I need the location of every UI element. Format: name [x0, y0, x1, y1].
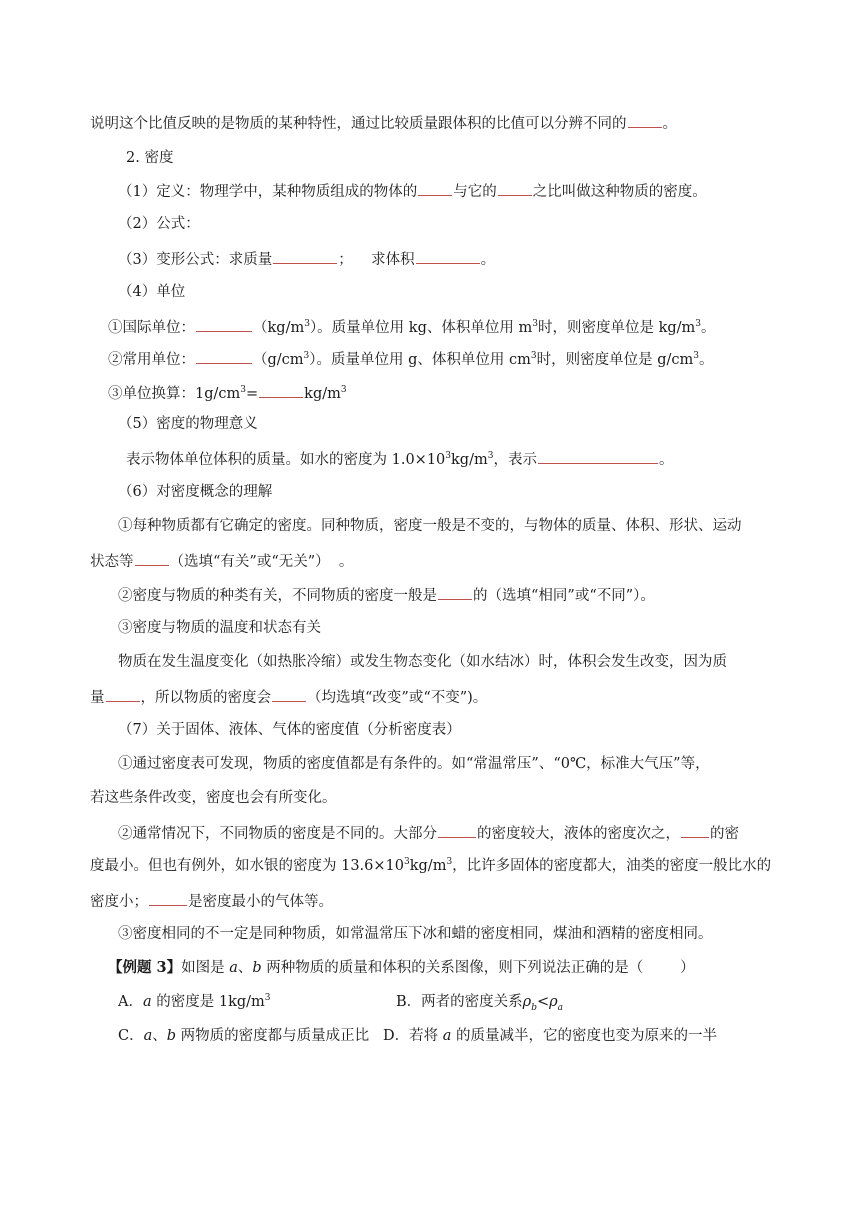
superscript: 3: [340, 385, 347, 396]
paragraph-line: [90, 854, 780, 878]
text-span: kg/m: [409, 858, 447, 874]
text-span: 的密度较大，液体的密度次之，: [477, 826, 680, 842]
text-span: （选填“有关”或“无关”） 。: [169, 554, 354, 570]
text-span: 两种物质的质量和体积的关系图像，则下列说法正确的是（ ）: [261, 960, 695, 976]
superscript: 3: [240, 385, 246, 396]
rho-symbol: ρ: [549, 994, 558, 1010]
physical-meaning-heading: （5）密度的物理意义: [118, 416, 258, 432]
answer-blank[interactable]: [135, 548, 169, 566]
text-span: 。: [658, 452, 674, 468]
text-span: kg/m: [304, 386, 341, 402]
text-span: ，表示: [493, 452, 537, 468]
option-b[interactable]: [396, 990, 563, 1014]
answer-blank[interactable]: [416, 246, 480, 264]
superscript: 3: [404, 857, 410, 868]
text-span: （kg/m: [253, 320, 305, 336]
option-a[interactable]: [118, 990, 271, 1014]
variable-a: a: [143, 1028, 153, 1044]
answer-blank[interactable]: [196, 346, 252, 364]
answer-blank[interactable]: [438, 582, 472, 600]
formula-line: （2）公式：: [118, 216, 200, 232]
text-span: =: [246, 386, 259, 402]
concept-heading: （6）对密度概念的理解: [118, 484, 273, 500]
text-span: 是密度最小的气体等。: [188, 894, 333, 910]
text-span: ； 求体积: [338, 252, 415, 268]
paragraph-line: [90, 888, 780, 912]
text-span: 两物质的密度都与质量成正比 D．若将: [176, 1028, 443, 1044]
paragraph-line: [90, 110, 780, 134]
example-question: [108, 956, 780, 980]
text-span: 的密: [710, 826, 739, 842]
text-span: ）。质量单位用 kg、体积单位用 m: [309, 320, 533, 336]
text-span: <: [536, 994, 550, 1010]
superscript: 3: [695, 319, 702, 330]
text-span: 的（选填“相同”或“不同”）。: [473, 588, 655, 604]
text-span: ）。质量单位用 g、体积单位用 cm: [309, 352, 531, 368]
superscript: 3: [487, 451, 494, 462]
text-span: B．两者的密度关系: [396, 994, 523, 1010]
variable-a: a: [229, 960, 238, 976]
superscript: 3: [303, 351, 310, 362]
unit-conversion-line: [108, 380, 780, 404]
subscript: a: [557, 1002, 564, 1013]
answer-blank[interactable]: [272, 684, 306, 702]
physical-meaning-line: [126, 446, 780, 470]
superscript: 3: [693, 351, 700, 362]
paragraph-line: 若这些条件改变，密度也会有所变化。: [90, 790, 337, 806]
option-label: C．: [118, 1028, 144, 1044]
paragraph-line: [90, 684, 780, 708]
answer-blank[interactable]: [273, 246, 337, 264]
superscript: 3: [530, 351, 537, 362]
text-span: ，比许多固体的密度都大，油类的密度一般比水的: [452, 858, 772, 874]
answer-blank[interactable]: [196, 314, 252, 332]
answer-blank[interactable]: [681, 820, 709, 838]
text-span: （3）变形公式：求质量: [118, 252, 273, 268]
answer-blank[interactable]: [259, 380, 303, 398]
text-span: 说明这个比值反映的是物质的某种特性，通过比较质量跟体积的比值可以分辨不同的: [90, 116, 627, 132]
text-span: 度最小。但也有例外，如水银的密度为 13.6×10: [90, 858, 404, 874]
text-span: 表示物体单位体积的质量。如水的密度为 1.0×10: [126, 452, 446, 468]
paragraph-line: ①通过密度表可发现，物质的密度值都是有条件的。如“常温常压”、“0℃，标准大气压”等，: [118, 756, 710, 772]
paragraph-line: ③密度与物质的温度和状态有关: [118, 620, 321, 636]
variable-a: a: [142, 994, 152, 1010]
paragraph-line: [118, 582, 780, 606]
text-span: 的密度是 1kg/m: [151, 994, 265, 1010]
text-span: ②通常情况下，不同物质的密度是不同的。大部分: [118, 826, 437, 842]
text-span: 。: [662, 116, 677, 132]
option-c-d[interactable]: [118, 1028, 717, 1044]
density-table-heading: （7）关于固体、液体、气体的密度值（分析密度表）: [118, 722, 461, 738]
answer-blank[interactable]: [106, 684, 140, 702]
text-span: （均选填“改变”或“不变”)。: [307, 690, 488, 706]
text-span: 时，则密度单位是 kg/m: [537, 320, 696, 336]
si-unit-line: [108, 314, 780, 338]
text-span: 。: [480, 252, 496, 268]
text-span: 状态等: [90, 554, 134, 570]
paragraph-line: ①每种物质都有它确定的密度。同种物质，密度一般是不变的，与物体的质量、体积、形状、运动: [118, 518, 742, 534]
text-span: （g/cm: [253, 352, 304, 368]
answer-blank[interactable]: [149, 888, 187, 906]
paragraph-line: [90, 548, 780, 572]
superscript: 3: [264, 993, 271, 1004]
text-span: 时，则密度单位是 g/cm: [536, 352, 694, 368]
superscript: 3: [532, 319, 538, 330]
answer-blank[interactable]: [418, 178, 452, 196]
text-span: ②常用单位：: [108, 352, 195, 368]
variable-b: b: [252, 960, 262, 976]
superscript: 3: [446, 857, 453, 868]
text-span: 。: [699, 352, 714, 368]
text-span: 的质量减半，它的密度也变为原来的一半: [451, 1028, 717, 1044]
options-row-ab: [118, 990, 780, 1014]
text-span: 密度小；: [90, 894, 148, 910]
subscript: b: [531, 1002, 537, 1013]
unit-heading: （4）单位: [118, 284, 186, 300]
text-span: 之比叫做这种物质的密度。: [532, 184, 707, 200]
answer-blank[interactable]: [628, 110, 662, 128]
text-span: ，所以物质的密度会: [140, 690, 271, 706]
text-span: kg/m: [451, 452, 488, 468]
rho-symbol: ρ: [522, 994, 532, 1010]
variable-b: b: [166, 1028, 177, 1044]
example-label: 【例题 3】: [108, 959, 182, 976]
section-heading-density: 2. 密度: [126, 150, 174, 166]
answer-blank[interactable]: [498, 178, 532, 196]
paragraph-line: [118, 820, 780, 844]
superscript: 3: [304, 319, 310, 330]
definition-line: [118, 178, 780, 202]
text-span: ③单位换算：1g/cm: [108, 386, 241, 402]
superscript: 3: [445, 451, 452, 462]
text-span: （1）定义：物理学中，某种物质组成的物体的: [118, 184, 418, 200]
text-span: 如图是: [181, 960, 230, 976]
text-span: 量: [90, 690, 105, 706]
answer-blank[interactable]: [538, 446, 658, 464]
derived-formula-line: [118, 246, 780, 270]
text-span: ①国际单位：: [108, 320, 195, 336]
option-label: A．: [118, 994, 143, 1010]
paragraph-line: 物质在发生温度变化（如热胀冷缩）或发生物态变化（如水结冰）时，体积会发生改变，因为质: [118, 654, 727, 670]
paragraph-line: ③密度相同的不一定是同种物质，如常温常压下冰和蜡的密度相同，煤油和酒精的密度相同。: [118, 926, 713, 942]
common-unit-line: [108, 346, 780, 370]
options-row-cd: [118, 1024, 780, 1048]
variable-a: a: [442, 1028, 452, 1044]
text-span: ②密度与物质的种类有关，不同物质的密度一般是: [118, 588, 437, 604]
text-span: 、: [237, 960, 253, 976]
text-span: 、: [152, 1028, 167, 1044]
text-span: 与它的: [453, 184, 497, 200]
answer-blank[interactable]: [438, 820, 476, 838]
text-span: 。: [701, 320, 716, 336]
